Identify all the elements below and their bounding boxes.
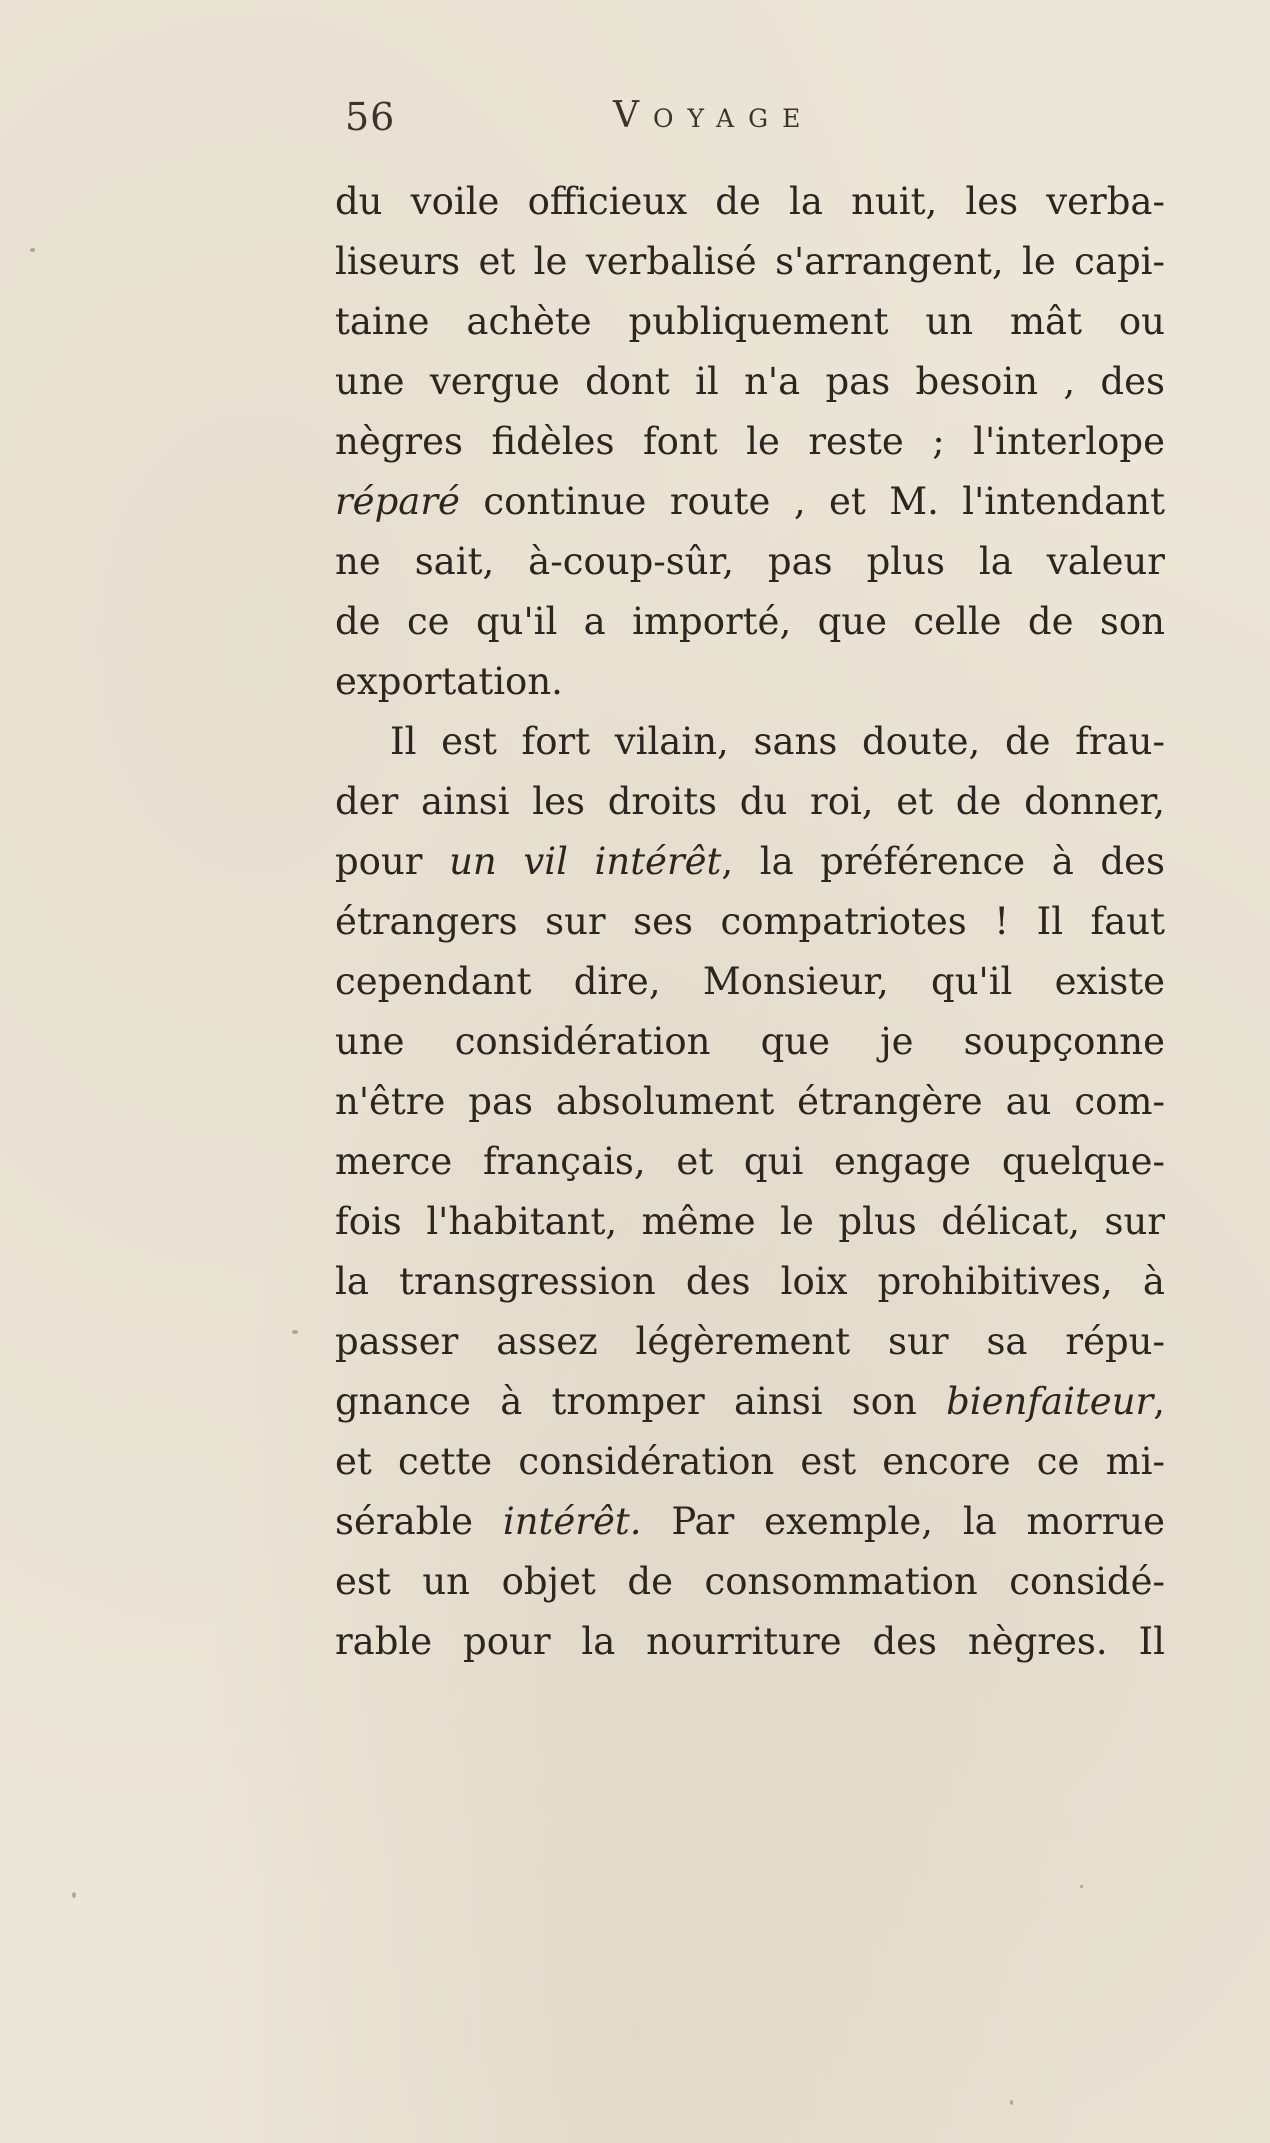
- text-line: [335, 832, 1165, 892]
- text-line: der ainsi les droits du roi, et de donner,: [335, 780, 1165, 823]
- paper-speck: [30, 248, 35, 252]
- text-line: la transgression des loix prohibitives, à: [335, 1260, 1165, 1303]
- text-line: est un objet de consommation considé-: [335, 1560, 1165, 1603]
- body-text: [335, 172, 1165, 1672]
- text-line: cependant dire, Monsieur, qu'il existe: [335, 960, 1165, 1003]
- italic-word: réparé: [335, 480, 460, 523]
- text-line: du voile officieux de la nuit, les verba-: [335, 180, 1165, 223]
- italic-word: intérêt.: [502, 1500, 642, 1543]
- text-line: [335, 1372, 1165, 1432]
- italic-word: bienfaiteur: [946, 1380, 1154, 1423]
- text-line: nègres fidèles font le reste ; l'interlope: [335, 420, 1165, 463]
- text-line: de ce qu'il a importé, que celle de son: [335, 600, 1165, 643]
- line-text: Par exemple, la morrue: [641, 1500, 1165, 1543]
- paper-speck: [292, 1330, 298, 1334]
- text-line: n'être pas absolument étrangère au com-: [335, 1080, 1165, 1123]
- text-line: taine achète publiquement un mât ou: [335, 300, 1165, 343]
- text-line: passer assez légèrement sur sa répu-: [335, 1320, 1165, 1363]
- page-number: 56: [345, 95, 396, 139]
- text-line: fois l'habitant, même le plus délicat, sur: [335, 1200, 1165, 1243]
- paragraph-start-line: Il est fort vilain, sans doute, de frau-: [390, 720, 1165, 763]
- text-line: et cette considération est encore ce mi-: [335, 1440, 1165, 1483]
- line-text: ,: [1153, 1380, 1165, 1423]
- text-line: une vergue dont il n'a pas besoin , des: [335, 360, 1165, 403]
- italic-phrase: un vil intérêt: [449, 840, 722, 883]
- line-text: sérable: [335, 1500, 503, 1543]
- line-text: pour: [335, 840, 450, 883]
- running-head: Voyage: [613, 95, 815, 136]
- text-line: merce français, et qui engage quelque-: [335, 1140, 1165, 1183]
- text-line: étrangers sur ses compatriotes ! Il faut: [335, 900, 1165, 943]
- line-text: continue route , et M. l'intendant: [459, 480, 1165, 523]
- paper-speck: [1010, 2100, 1013, 2105]
- text-line: exportation.: [335, 660, 563, 703]
- paper-speck: [72, 1892, 76, 1898]
- text-line: ne sait, à-coup-sûr, pas plus la valeur: [335, 540, 1165, 583]
- text-line: une considération que je soupçonne: [335, 1020, 1165, 1063]
- text-line: rable pour la nourriture des nègres. Il: [335, 1620, 1165, 1663]
- text-line: [335, 1492, 1165, 1552]
- page-header: [345, 95, 1185, 145]
- line-text: , la préférence à des: [721, 840, 1166, 883]
- text-line: [335, 472, 1165, 532]
- paper-speck: [1080, 1885, 1083, 1888]
- text-line: liseurs et le verbalisé s'arrangent, le capi-: [335, 240, 1165, 283]
- line-text: gnance à tromper ainsi son: [335, 1380, 947, 1423]
